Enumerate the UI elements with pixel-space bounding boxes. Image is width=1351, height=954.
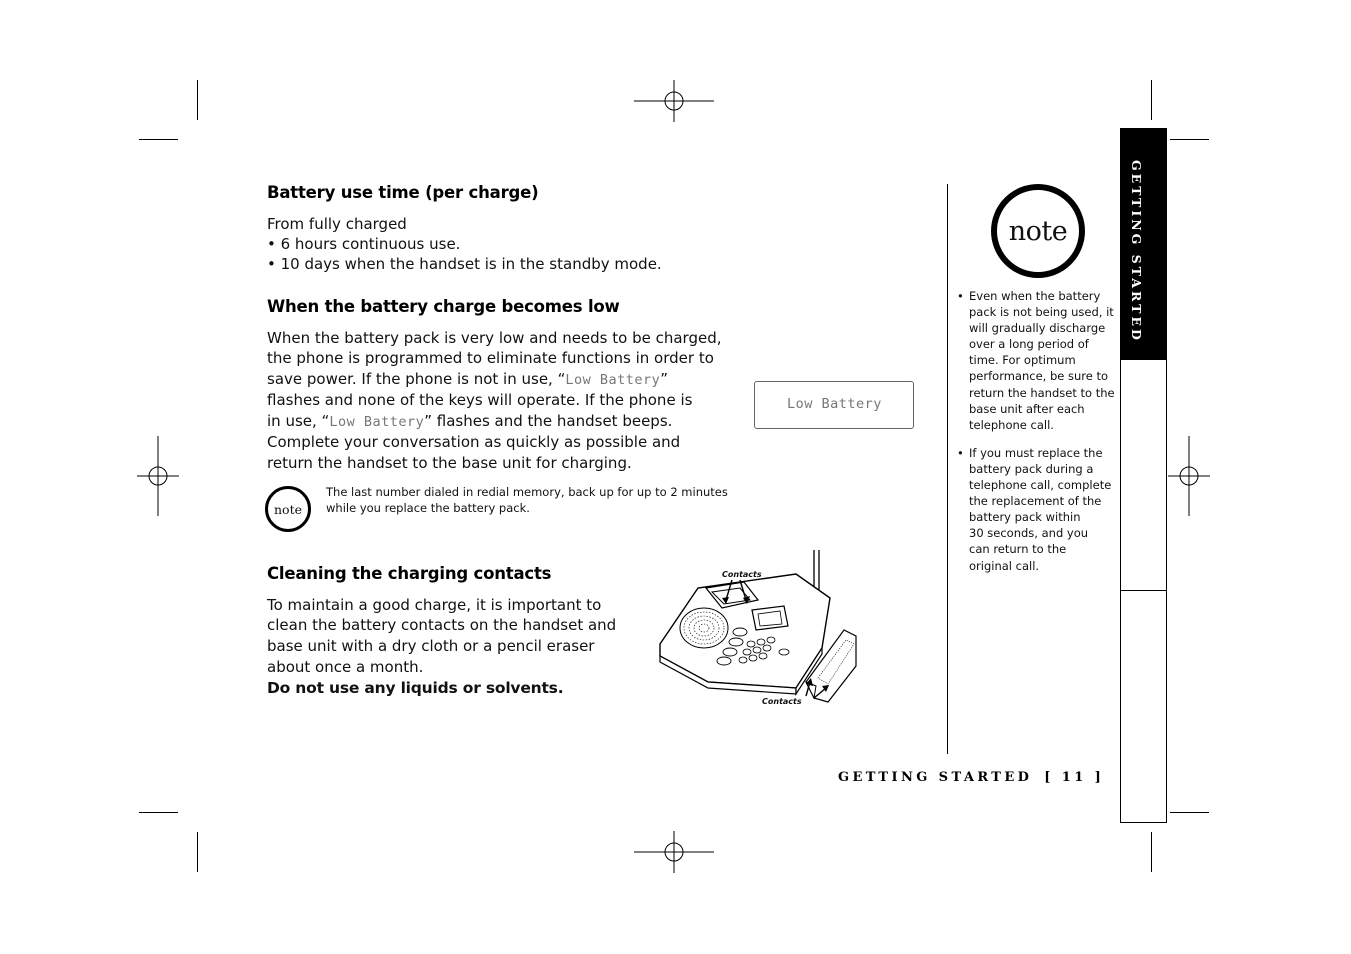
side-note-line: telephone call, complete	[969, 478, 1112, 493]
text-segment: save power. If the phone is not in use, “	[267, 370, 566, 388]
crop-mark	[1170, 812, 1209, 813]
side-note-line: battery pack during a	[969, 461, 1094, 476]
side-note-badge-icon	[991, 184, 1085, 278]
cleaning-warning: Do not use any liquids or solvents.	[267, 679, 564, 697]
crop-mark	[1151, 832, 1152, 872]
cleaning-line-2: clean the battery contacts on the handset and	[267, 616, 617, 634]
lcd-text: Low Battery	[565, 372, 661, 388]
crop-mark	[139, 812, 178, 813]
side-note-line: 30 seconds, and you	[969, 526, 1089, 541]
side-note-line: telephone call.	[969, 417, 1054, 432]
inline-note-line-1: The last number dialed in redial memory, back up for up to 2 minutes	[326, 485, 728, 499]
tab-divider	[1120, 590, 1166, 591]
bullet-icon: •	[957, 289, 964, 303]
footer-page-number: [ 11 ]	[1044, 770, 1105, 785]
side-note-line: will gradually discharge	[969, 321, 1106, 336]
side-note-line: pack is not being used, it	[969, 305, 1114, 320]
side-note-line: the replacement of the	[969, 494, 1102, 509]
low-charge-heading: When the battery charge becomes low	[267, 297, 620, 316]
section-tab	[1120, 128, 1166, 360]
cleaning-line-1: To maintain a good charge, it is important to	[267, 596, 602, 614]
side-note-line: original call.	[969, 558, 1040, 573]
lcd-display	[754, 381, 914, 429]
battery-use-line-3: • 10 days when the handset is in the standby mode.	[267, 255, 662, 273]
page-footer	[838, 770, 1104, 785]
side-note-list	[957, 288, 1119, 574]
low-charge-line-4: flashes and none of the keys will operate. If the phone is	[267, 391, 693, 409]
crop-mark	[139, 139, 178, 140]
battery-use-heading: Battery use time (per charge)	[267, 183, 539, 202]
side-note-item	[957, 445, 1119, 574]
battery-use-line-1: From fully charged	[267, 215, 407, 233]
low-charge-line-7: return the handset to the base unit for charging.	[267, 454, 632, 472]
registration-mark-top	[634, 80, 714, 122]
cleaning-line-3: base unit with a dry cloth or a pencil eraser	[267, 637, 595, 655]
text-segment: in use, “	[267, 412, 330, 430]
side-note-line: return the handset to the	[969, 385, 1115, 400]
note-badge-label: note	[274, 501, 302, 517]
text-segment: ”	[660, 370, 669, 388]
text-segment: ” flashes and the handset beeps.	[424, 412, 673, 430]
side-note-line: performance, be sure to	[969, 369, 1109, 384]
sidebar-rule	[947, 184, 948, 754]
side-note-badge-label: note	[1008, 215, 1068, 247]
side-note-line: over a long period of	[969, 337, 1089, 352]
low-charge-line-2: the phone is programmed to eliminate functions in order to	[267, 349, 714, 367]
low-charge-line-3	[267, 369, 668, 391]
lcd-display-text: Low Battery	[787, 396, 882, 412]
registration-mark-left	[137, 436, 179, 516]
lcd-text: Low Battery	[329, 414, 425, 430]
side-note-line: base unit after each	[969, 401, 1085, 416]
low-charge-line-6: Complete your conversation as quickly as possible and	[267, 433, 681, 451]
crop-mark	[1170, 139, 1209, 140]
registration-mark-bottom	[634, 831, 714, 873]
crop-mark	[197, 832, 198, 872]
side-note-item	[957, 288, 1119, 433]
note-badge-icon	[265, 486, 311, 532]
cleaning-line-4: about once a month.	[267, 658, 424, 676]
side-note-line: time. For optimum	[969, 353, 1076, 368]
low-charge-line-1: When the battery pack is very low and needs to be charged,	[267, 329, 722, 347]
side-note-line: Even when the battery	[969, 289, 1101, 303]
low-charge-line-5	[267, 411, 672, 433]
crop-mark	[197, 80, 198, 120]
side-note-line: can return to the	[969, 542, 1067, 557]
contacts-label-bottom: Contacts	[762, 697, 802, 706]
registration-mark-right	[1168, 436, 1210, 516]
bullet-icon: •	[957, 445, 964, 460]
side-note-line: If you must replace the	[969, 445, 1103, 460]
inline-note-line-2: while you replace the battery pack.	[326, 501, 530, 515]
section-tab-label: GETTING STARTED	[1129, 160, 1144, 343]
side-note-line: battery pack within	[969, 510, 1081, 525]
cleaning-heading: Cleaning the charging contacts	[267, 564, 552, 583]
crop-mark	[1151, 80, 1152, 120]
contacts-label-top: Contacts	[722, 570, 762, 579]
battery-use-line-2: • 6 hours continuous use.	[267, 235, 461, 253]
footer-section: GETTING STARTED	[838, 770, 1033, 785]
